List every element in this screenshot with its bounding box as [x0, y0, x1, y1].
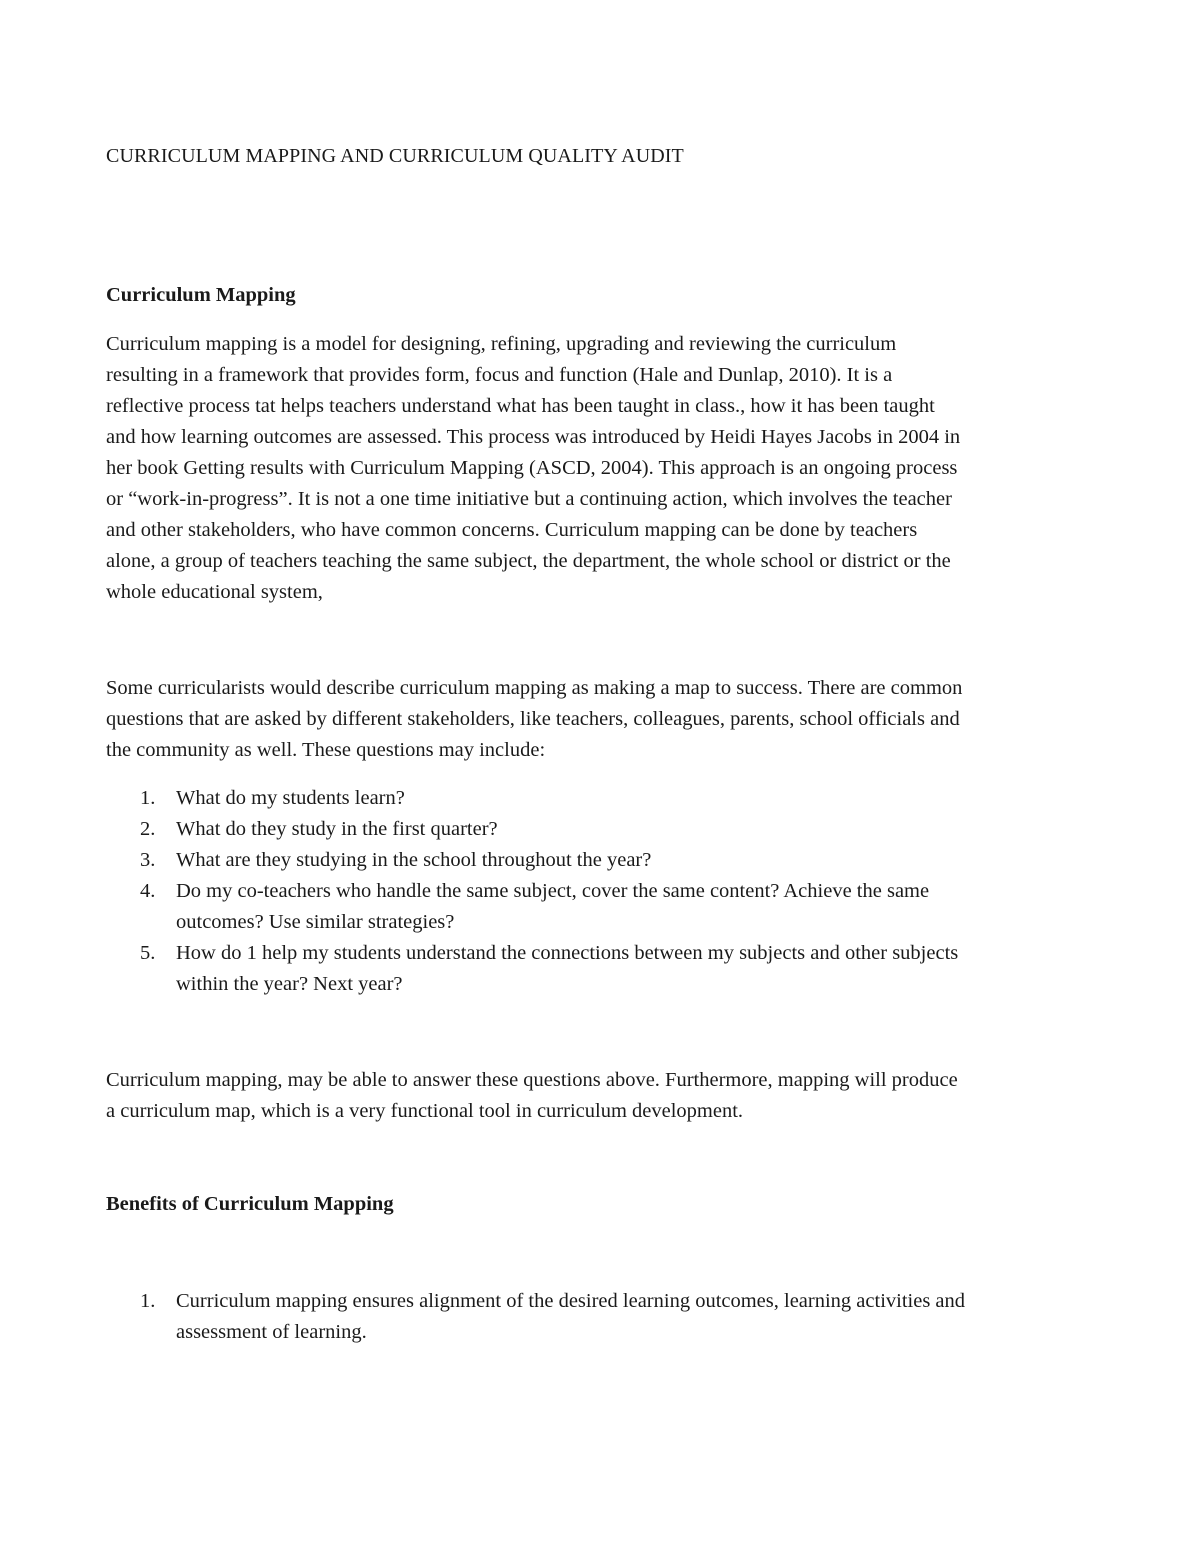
- text-line: Some curricularists would describe curriculum mapping as making a map to success. There are common: [106, 677, 963, 699]
- list-item-text: Do my co-teachers who handle the same subject, cover the same content? Achieve the same: [176, 880, 930, 902]
- list-item-text: within the year? Next year?: [176, 973, 403, 995]
- section-heading-benefits: Benefits of Curriculum Mapping: [106, 1193, 394, 1215]
- paragraph-stakeholder-questions: [106, 673, 1106, 766]
- list-item-number: 1.: [140, 787, 156, 809]
- document-title: CURRICULUM MAPPING AND CURRICULUM QUALITY AUDIT: [106, 145, 684, 167]
- list-item-text: Curriculum mapping ensures alignment of the desired learning outcomes, learning activities and: [176, 1290, 966, 1312]
- list-item-text: outcomes? Use similar strategies?: [176, 911, 455, 933]
- paragraph-definition: [106, 329, 1106, 608]
- text-line: reflective process tat helps teachers understand what has been taught in class., how it has been taught: [106, 395, 935, 417]
- list-item-number: 5.: [140, 942, 156, 964]
- benefits-list: [106, 1286, 965, 1348]
- text-line: Curriculum mapping, may be able to answer these questions above. Furthermore, mapping will produce: [106, 1069, 958, 1091]
- list-item-text: How do 1 help my students understand the connections between my subjects and other subjects: [176, 942, 959, 964]
- list-item: [106, 1286, 965, 1348]
- text-line: alone, a group of teachers teaching the same subject, the department, the whole school or district or the: [106, 550, 951, 572]
- list-item-text: What do they study in the first quarter?: [176, 818, 498, 840]
- section-heading-curriculum-mapping: Curriculum Mapping: [106, 284, 296, 306]
- list-item-text: What are they studying in the school throughout the year?: [176, 849, 652, 871]
- text-line: a curriculum map, which is a very functional tool in curriculum development.: [106, 1100, 744, 1122]
- list-item-number: 3.: [140, 849, 156, 871]
- text-line: questions that are asked by different stakeholders, like teachers, colleagues, parents, school officials and: [106, 708, 960, 730]
- list-item-text: What do my students learn?: [176, 787, 405, 809]
- paragraph-curriculum-map: [106, 1065, 1106, 1127]
- list-item: [106, 876, 958, 938]
- text-line: Curriculum mapping is a model for designing, refining, upgrading and reviewing the curriculum: [106, 333, 897, 355]
- list-item: [106, 783, 958, 814]
- list-item-number: 4.: [140, 880, 156, 902]
- list-item: [106, 845, 958, 876]
- text-line: and how learning outcomes are assessed. This process was introduced by Heidi Hayes Jacobs in 2004 in: [106, 426, 961, 448]
- text-line: and other stakeholders, who have common concerns. Curriculum mapping can be done by teachers: [106, 519, 918, 541]
- list-item-number: 1.: [140, 1290, 156, 1312]
- list-item: [106, 814, 958, 845]
- list-item: [106, 938, 958, 1000]
- questions-list: [106, 783, 958, 1000]
- text-line: her book Getting results with Curriculum Mapping (ASCD, 2004). This approach is an ongoing process: [106, 457, 958, 479]
- text-line: resulting in a framework that provides form, focus and function (Hale and Dunlap, 2010). It is a: [106, 364, 893, 386]
- list-item-number: 2.: [140, 818, 156, 840]
- text-line: whole educational system,: [106, 581, 323, 603]
- list-item-text: assessment of learning.: [176, 1321, 367, 1343]
- text-line: or “work-in-progress”. It is not a one time initiative but a continuing action, which involves the teacher: [106, 488, 952, 510]
- text-line: the community as well. These questions may include:: [106, 739, 546, 761]
